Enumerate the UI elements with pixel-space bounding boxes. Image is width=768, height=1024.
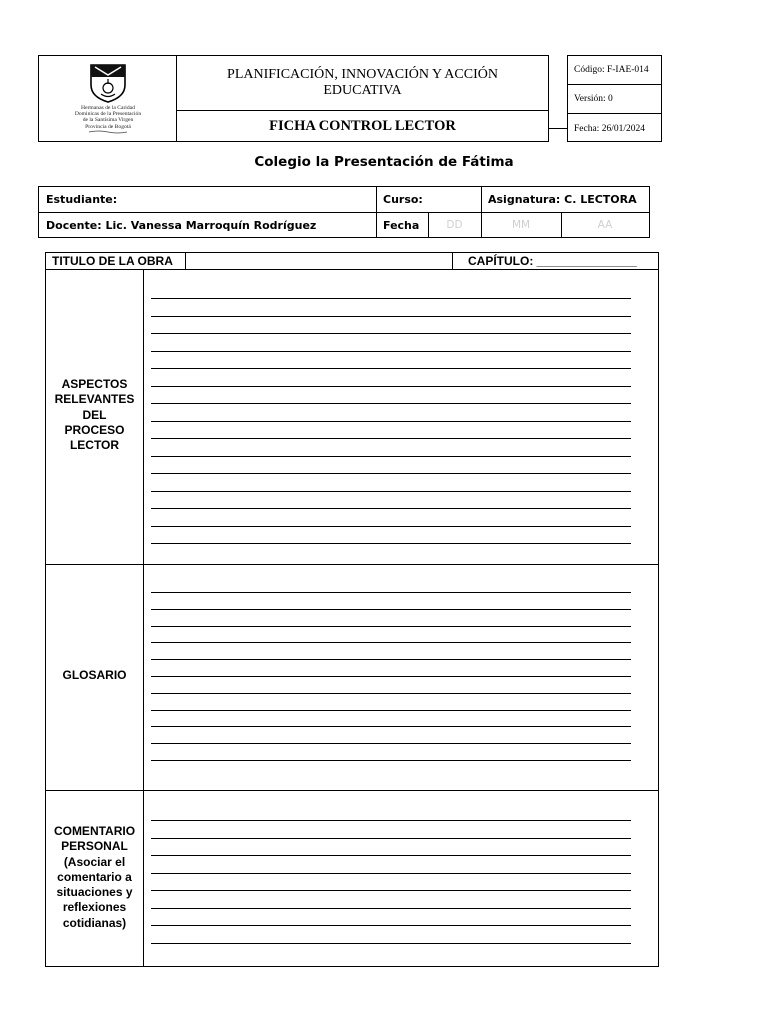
writing-line[interactable]: [151, 526, 631, 527]
course-field[interactable]: Curso:: [383, 193, 423, 206]
writing-line[interactable]: [151, 592, 631, 593]
writing-line[interactable]: [151, 642, 631, 643]
writing-line[interactable]: [151, 456, 631, 457]
month-field[interactable]: MM: [511, 219, 531, 231]
writing-line[interactable]: [151, 760, 631, 761]
writing-line[interactable]: [151, 855, 631, 856]
writing-line[interactable]: [151, 908, 631, 909]
writing-line[interactable]: [151, 491, 631, 492]
writing-line[interactable]: [151, 543, 631, 544]
school-crest-logo: [89, 63, 127, 103]
writing-line[interactable]: [151, 333, 631, 334]
writing-line[interactable]: [151, 609, 631, 610]
section-label-reading-aspects: ASPECTOS RELEVANTES DEL PROCESO LECTOR: [54, 377, 135, 453]
logo-caption: Hermanas de la Caridad Dominicas de la Presentación de la Santísima Virgen Provincia de Bogotá: [45, 105, 171, 136]
writing-line[interactable]: [151, 890, 631, 891]
writing-line[interactable]: [151, 676, 631, 677]
writing-line[interactable]: [151, 943, 631, 944]
document-version: Versión: 0: [568, 85, 661, 114]
writing-line[interactable]: [151, 386, 631, 387]
section-divider: [46, 564, 658, 565]
year-field[interactable]: AA: [597, 219, 613, 231]
writing-line[interactable]: [151, 873, 631, 874]
teacher-field: Docente: Lic. Vanessa Marroquín Rodríguez: [46, 218, 317, 232]
section-label-glossary: GLOSARIO: [62, 668, 127, 682]
section-divider: [46, 790, 658, 791]
school-name: Colegio la Presentación de Fátima: [254, 154, 514, 170]
writing-line[interactable]: [151, 316, 631, 317]
writing-line[interactable]: [151, 298, 631, 299]
writing-line[interactable]: [151, 659, 631, 660]
work-title-row: [46, 253, 658, 270]
logo-cell: [39, 56, 177, 141]
day-field[interactable]: DD: [446, 219, 463, 231]
writing-line[interactable]: [151, 820, 631, 821]
writing-line[interactable]: [151, 351, 631, 352]
section-label-personal-comment: COMENTARIO PERSONAL (Asociar el comentario a situaciones y reflexiones cotidianas): [53, 824, 136, 930]
writing-line[interactable]: [151, 838, 631, 839]
writing-line[interactable]: [151, 421, 631, 422]
subject-field: Asignatura: C. LECTORA: [488, 193, 637, 206]
reading-control-form: [45, 252, 659, 967]
writing-line[interactable]: [151, 508, 631, 509]
writing-line[interactable]: [151, 743, 631, 744]
writing-line[interactable]: [151, 626, 631, 627]
writing-line[interactable]: [151, 710, 631, 711]
writing-line[interactable]: [151, 473, 631, 474]
writing-line[interactable]: [151, 693, 631, 694]
signature-mark: [88, 130, 128, 134]
student-info-table: [38, 186, 650, 238]
document-date: Fecha: 26/01/2024: [574, 123, 645, 134]
chapter-label[interactable]: CAPÍTULO: _______________: [468, 254, 637, 268]
department-title: PLANIFICACIÓN, INNOVACIÓN Y ACCIÓN EDUCATIVA: [177, 56, 548, 111]
writing-line[interactable]: [151, 368, 631, 369]
document-code-box: [567, 55, 662, 142]
work-title-label: TITULO DE LA OBRA: [52, 254, 173, 268]
writing-line[interactable]: [151, 438, 631, 439]
document-header: [38, 55, 549, 142]
form-title: FICHA CONTROL LECTOR: [269, 117, 456, 134]
date-label: Fecha: [383, 218, 420, 232]
writing-line[interactable]: [151, 403, 631, 404]
writing-line[interactable]: [151, 726, 631, 727]
student-field[interactable]: Estudiante:: [46, 193, 118, 206]
document-code: Código: F-IAE-014: [568, 56, 661, 85]
header-connector: [549, 128, 567, 129]
writing-line[interactable]: [151, 925, 631, 926]
